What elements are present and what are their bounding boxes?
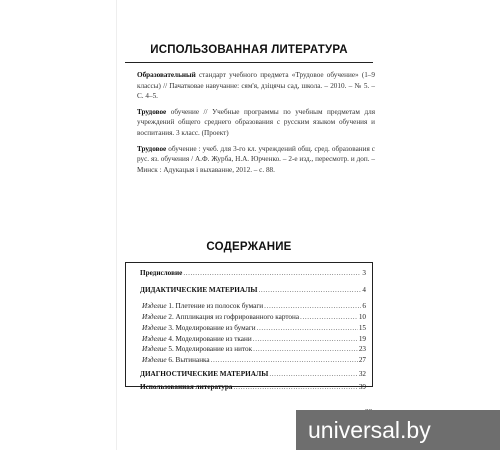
toc-entry-label: Изделие 4. Моделирование из ткани — [142, 334, 252, 343]
toc-entry-label: Изделие 1. Плетение из полосок бумаги — [142, 302, 264, 311]
toc-entry-label: ДИАГНОСТИЧЕСКИЕ МАТЕРИАЛЫ — [140, 369, 269, 378]
toc-entry-label: Изделие 3. Моделирование из бумаги — [142, 323, 256, 332]
toc-entry-item-5[interactable] — [140, 344, 366, 355]
reference-item — [137, 144, 375, 176]
toc-entry-page: 32 — [358, 369, 366, 378]
toc-entry-page: 10 — [358, 313, 366, 322]
toc-entry-item-2[interactable] — [140, 312, 366, 323]
toc-entry-item-6[interactable] — [140, 355, 366, 366]
toc-leader-dots — [300, 312, 358, 323]
toc-entry-didactic[interactable] — [140, 285, 366, 296]
toc-entry-page: 23 — [358, 345, 366, 354]
toc-leader-dots — [233, 382, 357, 393]
toc-entry-item-1[interactable] — [140, 301, 366, 312]
toc-leader-dots — [253, 334, 358, 345]
contents-title: СОДЕРЖАНИЕ — [206, 241, 292, 253]
toc-entry-page: 27 — [358, 355, 366, 364]
contents-list — [140, 268, 366, 393]
toc-leader-dots — [257, 323, 358, 334]
toc-entry-label: Использованная литература — [140, 383, 233, 392]
references-list — [137, 70, 375, 180]
toc-leader-dots — [183, 268, 361, 279]
reference-text: обучение : учеб. для 3-го кл. учреждений общ. сред. образования с рус. яз. обучения / А.Ф. Журба, Н.А. Юрченко. – 2-е изд., пересмотр. и доп. – Минск : Адукацыя і выхаванне, 2012. – с. 88. — [137, 144, 375, 174]
toc-entry-item-3[interactable] — [140, 323, 366, 334]
watermark-logo: universal.by — [296, 410, 500, 450]
reference-item — [137, 107, 375, 139]
toc-entry-page: 39 — [358, 383, 366, 392]
toc-entry-label: Изделие 6. Вытинанка — [142, 355, 210, 364]
toc-entry-page: 19 — [358, 334, 366, 343]
reference-item — [137, 70, 375, 102]
reference-text: стандарт учебного предмета «Трудовое обучение» (1–9 классы) // Пачатковае навучанне: сям'я, дзіцячы сад, школа. – 2010. – № 5. – С. 4–5. — [137, 71, 375, 101]
reference-key: Образовательный — [137, 71, 196, 79]
toc-leader-dots — [258, 285, 361, 296]
toc-entry-label: Изделие 2. Аппликация из гофрированного картона — [142, 313, 300, 322]
toc-entry-references[interactable] — [140, 382, 366, 393]
toc-entry-label: Изделие 5. Моделирование из ниток — [142, 345, 253, 354]
toc-entry-preface[interactable] — [140, 268, 366, 279]
reference-key: Трудовое — [137, 144, 167, 153]
toc-entry-label: Предисловие — [140, 269, 183, 277]
toc-leader-dots — [211, 355, 358, 366]
reference-text: обучение // Учебные программы по учебным предметам для учреждений общего среднего образования с русским языком обучения и воспитания. 3 класс. (Проект) — [137, 107, 375, 137]
references-title: ИСПОЛЬЗОВАННАЯ ЛИТЕРАТУРА — [150, 44, 348, 56]
toc-entry-page: 4 — [362, 285, 366, 294]
toc-entry-diagnostic[interactable] — [140, 369, 366, 380]
toc-entry-page: 6 — [362, 302, 366, 311]
toc-entry-item-4[interactable] — [140, 334, 366, 345]
toc-entry-page: 3 — [362, 269, 366, 277]
page-edge — [116, 0, 117, 450]
toc-entry-label: ДИДАКТИЧЕСКИЕ МАТЕРИАЛЫ — [140, 285, 258, 294]
toc-leader-dots — [253, 344, 358, 355]
toc-leader-dots — [264, 301, 361, 312]
reference-key: Трудовое — [137, 107, 167, 116]
toc-leader-dots — [269, 369, 358, 380]
toc-entry-page: 15 — [358, 323, 366, 332]
references-rule — [125, 62, 373, 63]
